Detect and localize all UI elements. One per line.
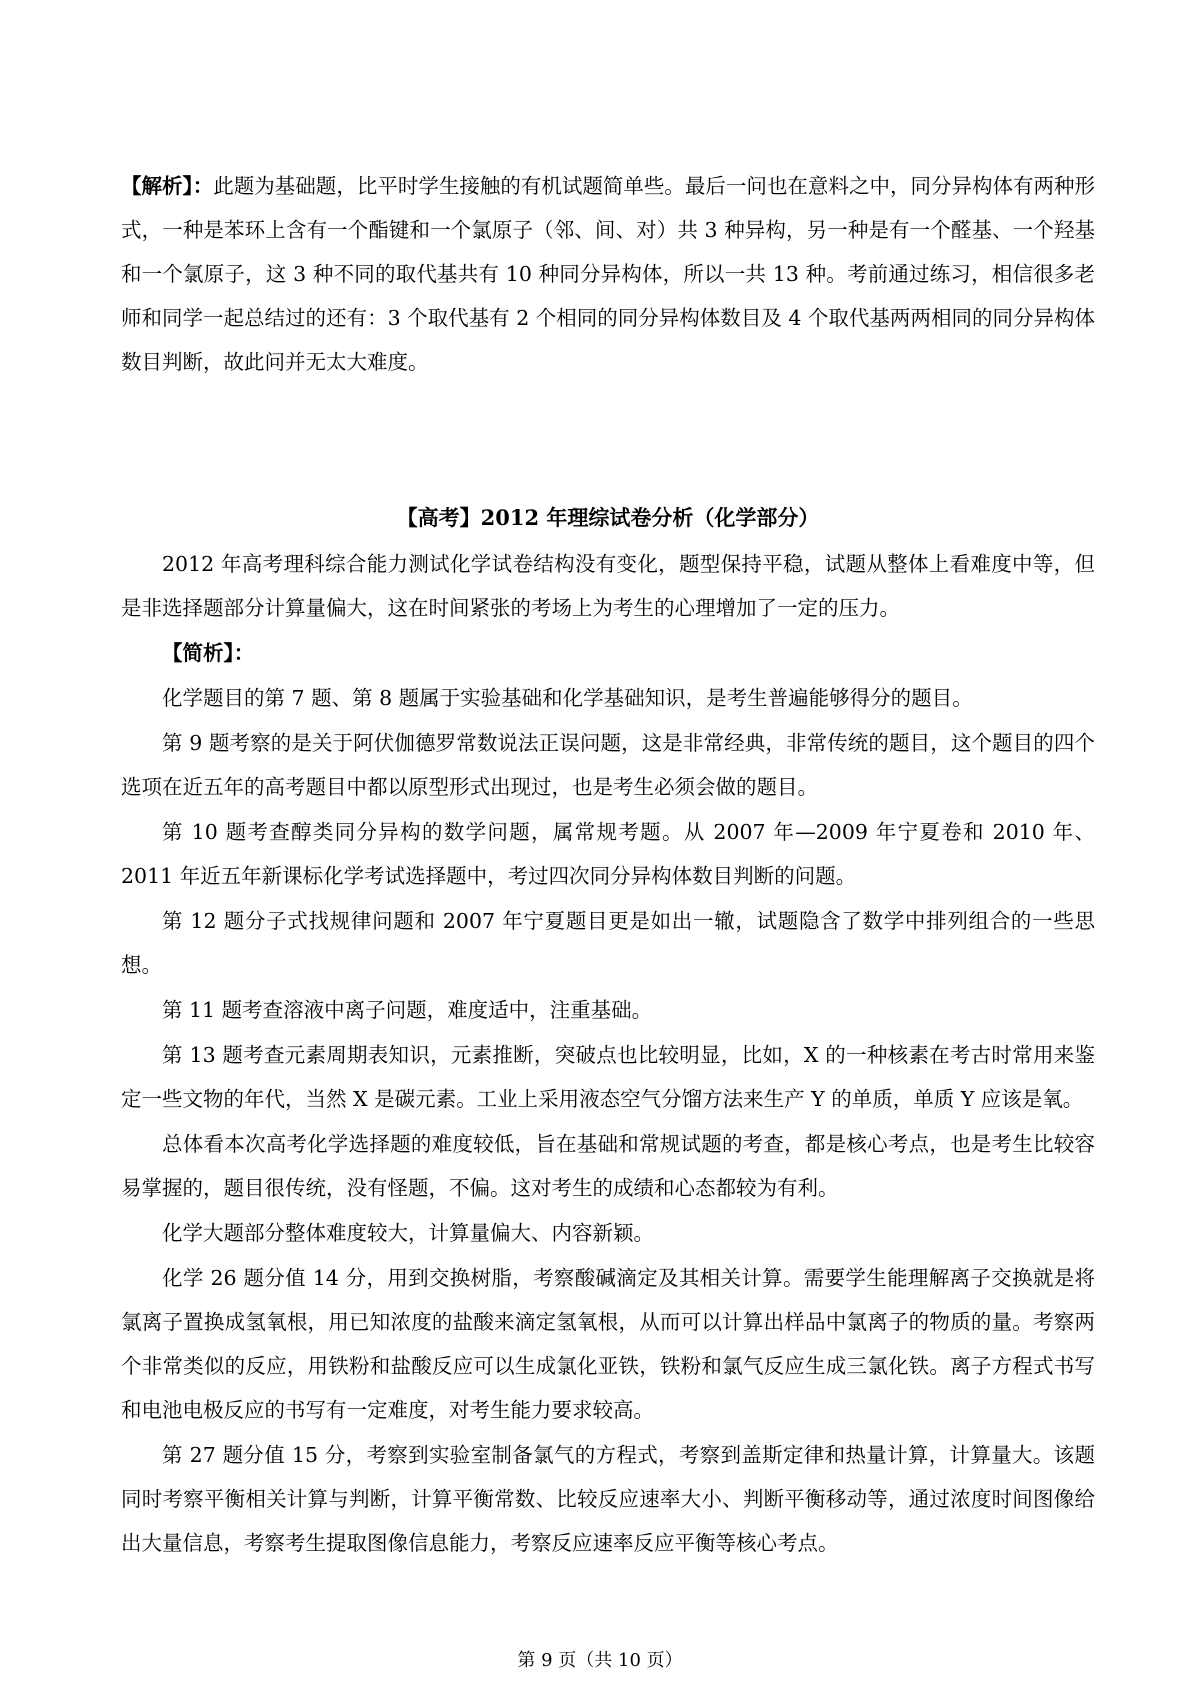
report-paragraph: 第 9 题考察的是关于阿伏伽德罗常数说法正误问题，这是非常经典，非常传统的题目，这个题目的四个选项在近五年的高考题目中都以原型形式出现过，也是考生必须会做的题目。 [121,731,1095,799]
report-body [121,542,1095,1566]
report-paragraph: 第 11 题考查溶液中离子问题，难度适中，注重基础。 [162,998,653,1022]
analysis-text: 此题为基础题，比平时学生接触的有机试题简单些。最后一问也在意料之中，同分异构体有两种形式，一种是苯环上含有一个酯键和一个氯原子（邻、间、对）共 3 种异构，另一种是有一个醛基、一个羟基和一个氯原子，这 3 种不同的取代基共有 10 种同分异构体，所以一共 13 种。考前通过练习，相信很多老师和同学一起总结过的还有：3 个取代基有 2 个相同的同分异构体数目及 4 个取代基两两相同的同分异构体数目判断，故此问并无太大难度。 [121,174,1096,374]
report-paragraph: 总体看本次高考化学选择题的难度较低，旨在基础和常规试题的考查，都是核心考点，也是考生比较容易掌握的，题目很传统，没有怪题，不偏。这对考生的成绩和心态都较为有利。 [121,1132,1095,1200]
report-paragraph: 第 12 题分子式找规律问题和 2007 年宁夏题目更是如出一辙，试题隐含了数学中排列组合的一些思想。 [121,909,1095,977]
analysis-paragraph [121,164,1095,384]
analysis-label: 【解析】： [121,174,214,198]
report-paragraph: 化学题目的第 7 题、第 8 题属于实验基础和化学基础知识，是考生普遍能够得分的题目。 [162,686,973,710]
report-paragraph: 第 13 题考查元素周期表知识，元素推断，突破点也比较明显，比如，X 的一种核素在考古时常用来鉴定一些文物的年代，当然 X 是碳元素。工业上采用液态空气分馏方法来生产 Y 的单质，单质 Y 应该是氧。 [121,1043,1095,1111]
report-intro: 2012 年高考理科综合能力测试化学试卷结构没有变化，题型保持平稳，试题从整体上看难度中等，但是非选择题部分计算量偏大，这在时间紧张的考场上为考生的心理增加了一定的压力。 [121,552,1095,620]
report-title: 【高考】2012 年理综试卷分析（化学部分） [396,505,820,530]
page-number-footer: 第 9 页（共 10 页） [517,1650,683,1671]
brief-label: 【简析】： [162,641,255,665]
report-paragraph: 化学 26 题分值 14 分，用到交换树脂，考察酸碱滴定及其相关计算。需要学生能理解离子交换就是将氯离子置换成氢氧根，用已知浓度的盐酸来滴定氢氧根，从而可以计算出样品中氯离子的物质的量。考察两个非常类似的反应，用铁粉和盐酸反应可以生成氯化亚铁，铁粉和氯气反应生成三氯化铁。离子方程式书写和电池电极反应的书写有一定难度，对考生能力要求较高。 [121,1266,1095,1422]
report-paragraph: 第 27 题分值 15 分，考察到实验室制备氯气的方程式，考察到盖斯定律和热量计算，计算量大。该题同时考察平衡相关计算与判断，计算平衡常数、比较反应速率大小、判断平衡移动等，通过浓度时间图像给出大量信息，考察考生提取图像信息能力，考察反应速率反应平衡等核心考点。 [121,1443,1095,1555]
report-paragraph: 第 10 题考查醇类同分异构的数学问题，属常规考题。从 2007 年—2009 年宁夏卷和 2010 年、2011 年近五年新课标化学考试选择题中，考过四次同分异构体数目判断的问题。 [121,820,1095,888]
report-paragraph: 化学大题部分整体难度较大，计算量偏大、内容新颖。 [162,1221,654,1245]
